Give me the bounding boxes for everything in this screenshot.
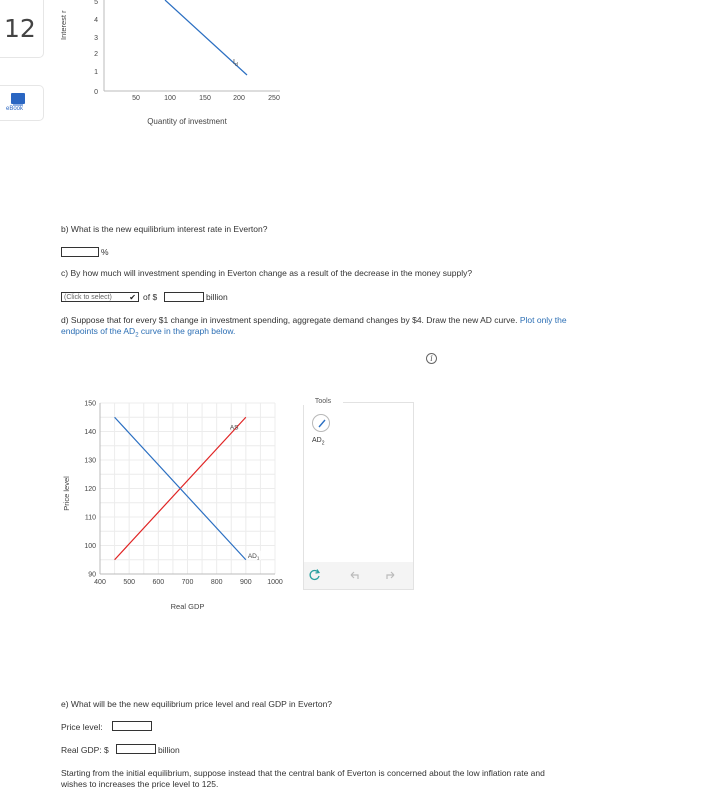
info-icon[interactable]: i	[426, 353, 437, 364]
investment-demand-label: $I_d$	[233, 59, 238, 68]
investment-demand-chart	[60, 0, 300, 130]
part-c-direction-select[interactable]	[61, 292, 139, 302]
scenario-text-line1: Starting from the initial equilibrium, suppose instead that the central bank of Everton is concerned about the low inflation rate and	[61, 768, 545, 778]
chevron-down-icon: ✔	[129, 292, 136, 302]
real-gdp-label: Real GDP: $	[61, 745, 109, 755]
x-tick-label: 600	[152, 579, 165, 586]
undo-icon[interactable]	[347, 568, 361, 582]
part-b-unit: %	[101, 247, 109, 257]
x-tick-label: 800	[210, 579, 223, 586]
part-d-question: d) Suppose that for every $1 change in investment spending, aggregate demand changes by $4. Draw the new AD curve. Plot only the	[61, 315, 567, 325]
ad2-tool-label: $AD_2$	[312, 437, 325, 447]
top-x-tick: 250	[268, 95, 280, 102]
top-y-tick: 3	[94, 35, 98, 42]
top-y-tick: 5	[94, 0, 98, 6]
part-c-question: c) By how much will investment spending in Everton change as a result of the decrease in the money supply?	[61, 268, 473, 278]
y-tick-label: 110	[84, 514, 96, 522]
part-b-interest-rate-input[interactable]	[61, 247, 99, 257]
chart-ylabel: Price level	[62, 476, 71, 511]
chart-grid	[100, 403, 275, 574]
scenario-text-line2: wishes to increases the price level to 125.	[61, 779, 219, 789]
part-c-select-text: (Click to select)	[64, 293, 112, 301]
redo-icon[interactable]	[384, 568, 398, 582]
top-chart-ylabel: Interest r	[59, 10, 68, 40]
top-y-tick: 4	[94, 17, 98, 24]
price-level-label: Price level:	[61, 722, 103, 732]
part-c-of-text: of $	[143, 292, 158, 302]
y-tick-label: 140	[84, 429, 96, 436]
series-label-as: AS	[229, 424, 239, 432]
ad2-line-tool-button[interactable]	[312, 414, 330, 432]
ad-as-chart[interactable]	[55, 395, 300, 620]
x-tick-label: 1000	[267, 579, 283, 586]
part-c-amount-input[interactable]	[164, 292, 204, 302]
top-x-tick: 50	[132, 95, 140, 102]
price-level-input[interactable]	[112, 721, 152, 731]
part-d-instruction: endpoints of the $AD_2$ curve in the graph below.	[61, 326, 236, 339]
real-gdp-input[interactable]	[116, 744, 156, 754]
top-x-tick: 100	[164, 95, 176, 102]
x-tick-label: 500	[123, 579, 136, 586]
top-x-tick: 200	[233, 95, 245, 102]
part-e-question: e) What will be the new equilibrium price level and real GDP in Everton?	[61, 699, 333, 709]
tools-title: Tools	[303, 398, 343, 405]
x-tick-label: 700	[181, 579, 194, 586]
top-y-tick: 0	[94, 89, 98, 96]
line-tool-icon	[313, 415, 331, 433]
top-chart-xlabel: Quantity of investment	[147, 117, 227, 126]
x-tick-label: 400	[94, 579, 106, 586]
y-tick-label: 120	[84, 486, 96, 493]
part-c-unit: billion	[206, 292, 228, 302]
ebook-icon	[11, 93, 25, 104]
top-y-tick: 2	[94, 51, 98, 58]
part-b-question: b) What is the new equilibrium interest rate in Everton?	[61, 224, 268, 234]
y-tick-label: 130	[84, 457, 96, 465]
chart-xlabel: Real GDP	[170, 602, 205, 611]
real-gdp-unit: billion	[158, 745, 180, 755]
x-tick-label: 900	[239, 579, 252, 586]
series-label-ad: $AD_1$	[247, 552, 260, 561]
y-tick-label: 150	[84, 400, 96, 408]
top-y-tick: 1	[94, 69, 98, 76]
y-tick-label: 100	[84, 543, 96, 550]
y-tick-label: 90	[88, 571, 96, 579]
top-x-tick: 150	[199, 95, 211, 102]
reset-icon[interactable]	[308, 568, 322, 582]
question-number: 12	[4, 14, 36, 43]
ebook-label: eBook	[6, 106, 24, 112]
